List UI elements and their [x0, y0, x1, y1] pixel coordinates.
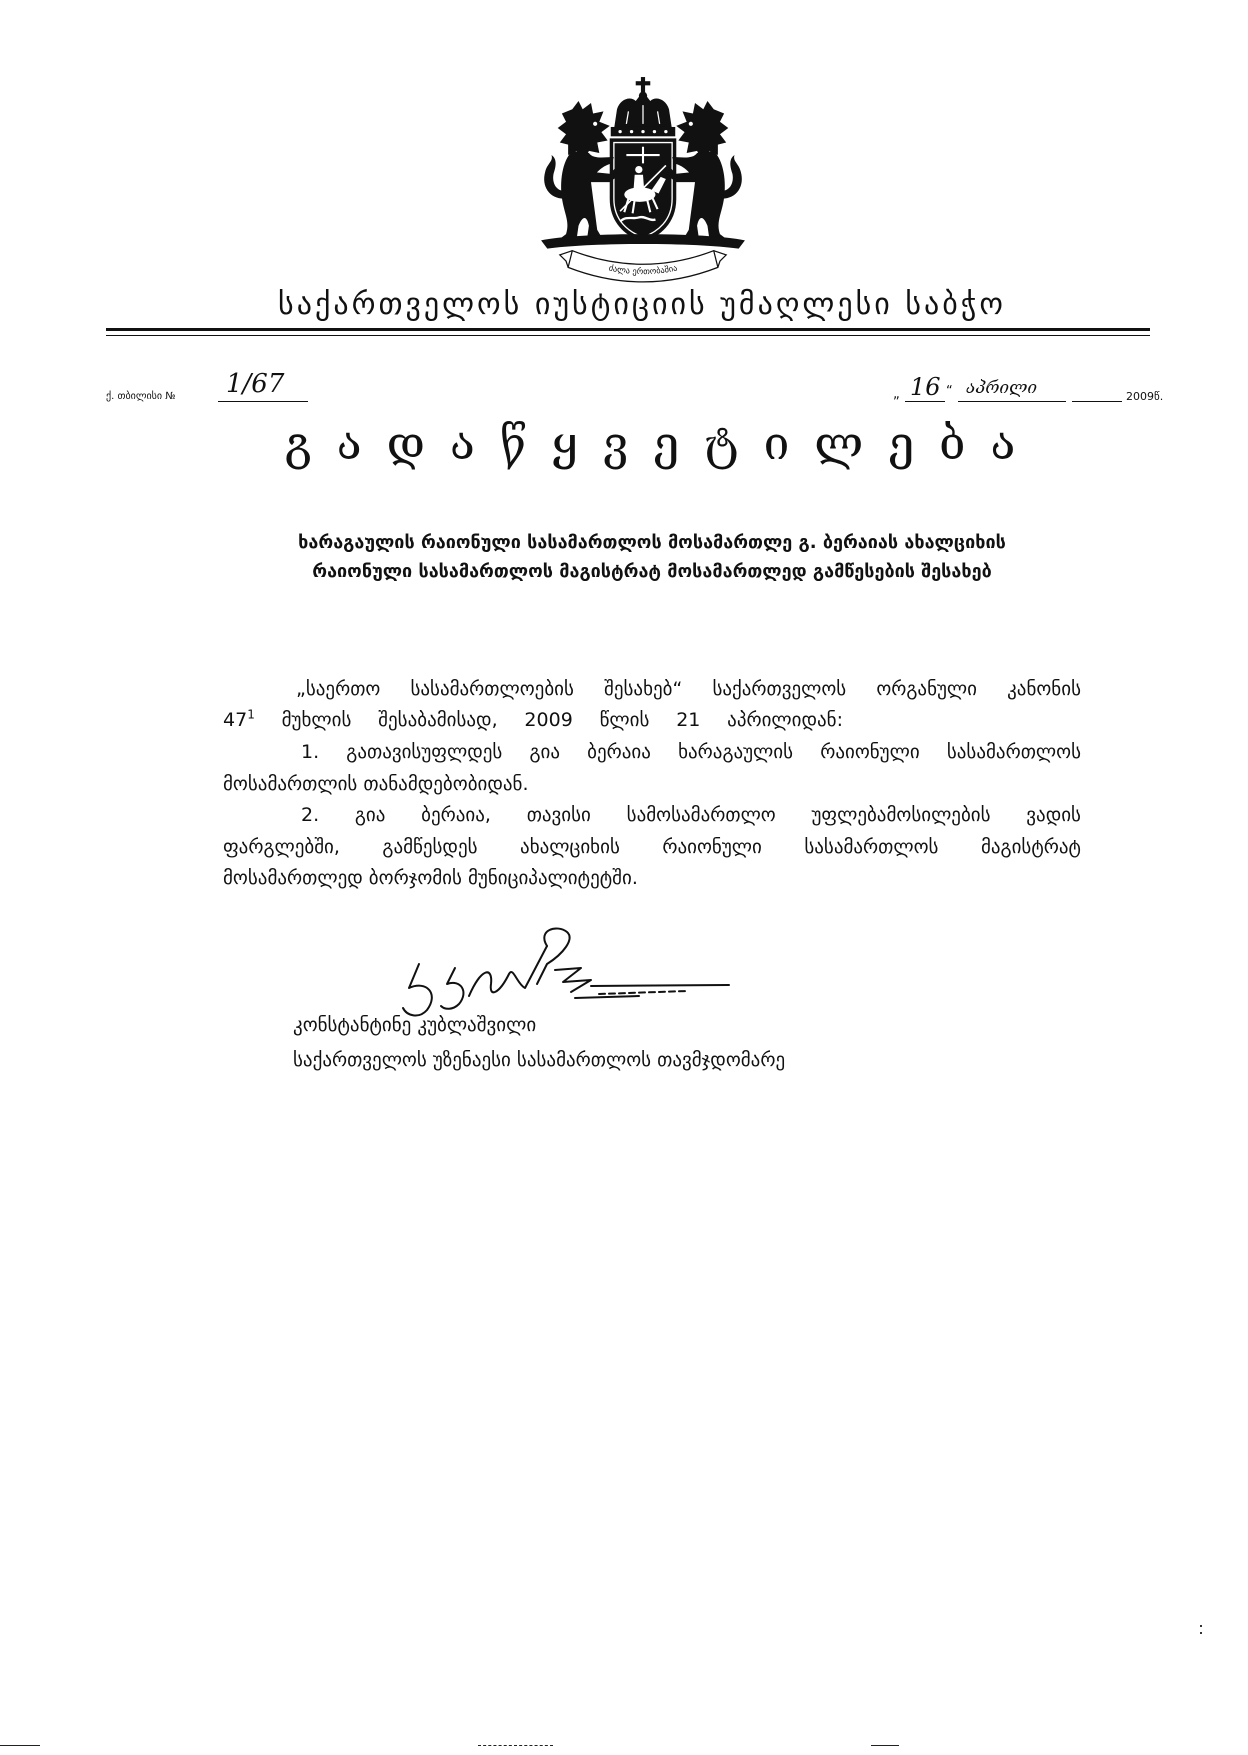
body-item-2-line: ფარგლებში, გამწესდეს ახალციხის რაიონული სასამართლოს მაგისტრატ [223, 836, 1081, 858]
date-open-quote: „ [893, 387, 900, 402]
scan-artifact-line [871, 1745, 899, 1746]
coat-of-arms-emblem [518, 76, 768, 284]
date-year: 2009წ. [1126, 390, 1164, 403]
motto-text-path: ძალა ერთობაშია [607, 262, 679, 277]
right-lion-icon [668, 101, 742, 240]
decision-number-underline [218, 401, 308, 402]
body-intro-article-line [223, 707, 843, 733]
scan-artifact-dot [1200, 1625, 1202, 1627]
article-superscript: 1 [247, 707, 255, 722]
signatory-position: საქართველოს უზენაესი სასამართლოს თავმჯდომარე [293, 1049, 786, 1071]
body-intro-line: „საერთო სასამართლოების შესახებ“ საქართველოს ორგანული კანონის [296, 678, 1081, 700]
header-rule-thin [106, 335, 1150, 336]
date-day: 16 [910, 373, 941, 401]
date-month: აპრილი [966, 378, 1038, 398]
shield-icon [610, 138, 677, 242]
body-item-2-line: 2. გია ბერაია, თავისი სამოსამართლო უფლებამოსილების ვადის [301, 804, 1081, 826]
date-month-underline [958, 401, 1066, 402]
date-close-quote: “ [946, 384, 953, 399]
institution-name: საქართველოს იუსტიციის უმაღლესი საბჭო [278, 287, 1006, 322]
article-number: 47 [223, 709, 248, 731]
scan-artifact-dot [1200, 1632, 1202, 1634]
decision-number: 1/67 [226, 369, 285, 399]
crown-icon [611, 77, 675, 136]
body-item-1-line: 1. გათავისუფლდეს გია ბერაია ხარაგაულის რაიონული სასამართლოს [301, 741, 1081, 763]
scan-artifact-line [0, 1745, 40, 1746]
article-line-text: მუხლის შესაბამისად, 2009 წლის 21 აპრილიდან: [254, 709, 843, 731]
body-item-2-line: მოსამართლედ ბორჯომის მუნიციპალიტეტში. [223, 867, 638, 889]
header-rule-thick [106, 328, 1150, 331]
date-day-underline [905, 401, 945, 402]
signatory-name: კონსტანტინე კუბლაშვილი [293, 1014, 537, 1036]
document-title: გადაწყვეტილება [284, 416, 1041, 470]
date-blank-underline [1072, 401, 1122, 402]
motto-ribbon [560, 251, 726, 282]
body-item-1-line: მოსამართლის თანამდებობიდან. [223, 773, 529, 795]
left-lion-icon [544, 101, 618, 240]
subject-line: ხარაგაულის რაიონული სასამართლოს მოსამართლე გ. ბერაიას ახალციხის [298, 532, 1006, 553]
city-number-label: ქ. თბილისი № [106, 391, 176, 402]
subject-line: რაიონული სასამართლოს მაგისტრატ მოსამართლედ გამწესების შესახებ [312, 561, 992, 582]
scan-artifact-line [478, 1745, 553, 1746]
